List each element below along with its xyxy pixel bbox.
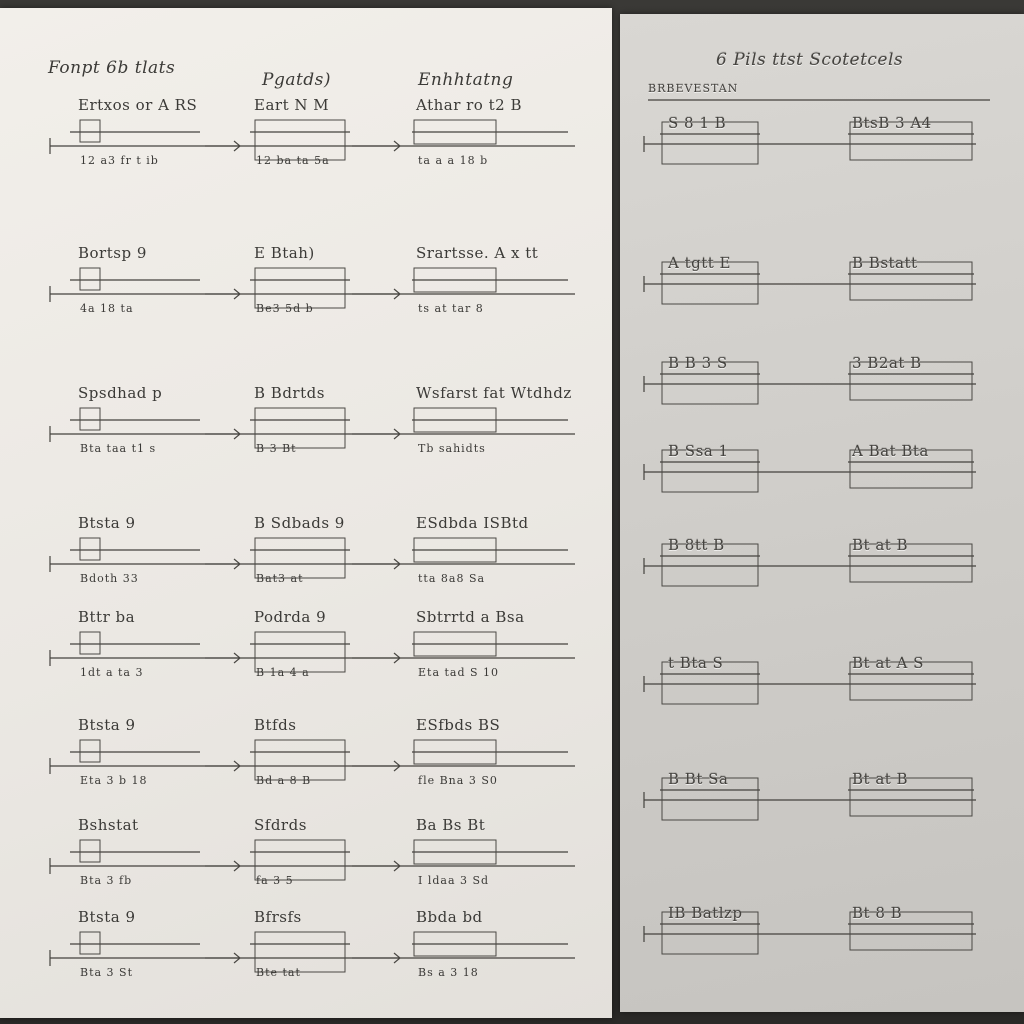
left-row-2-subline-3: ts at tar 8	[418, 302, 484, 315]
left-row-3-subline-3: Tb sahidts	[418, 442, 486, 455]
left-row-2-label-2: E Btah)	[254, 244, 315, 262]
left-row-4-subline-3: tta 8a8 Sa	[418, 572, 486, 585]
left-row-5-subline-1: 1dt a ta 3	[80, 666, 144, 679]
left-row-2-label-1: Bortsp 9	[78, 244, 147, 262]
left-row-4-subline-2: Bat3 at	[256, 572, 304, 585]
left-row-5-subline-3: Eta tad S 10	[418, 666, 500, 679]
left-row-3-label-1: Spsdhad p	[78, 384, 163, 402]
left-row-8-subline-3: Bs a 3 18	[418, 966, 479, 979]
right-row-8-left: IB Batlzp	[668, 904, 743, 922]
left-row-3-subline-2: B 3 Bt	[256, 442, 297, 455]
left-row-6-subline-3: fle Bna 3 S0	[418, 774, 498, 787]
left-row-8-subline-2: Bte tat	[256, 966, 301, 979]
left-row-3-label-3: Wsfarst fat Wtdhdz	[416, 384, 572, 402]
left-row-6-label-2: Btfds	[254, 716, 297, 734]
left-row-6-subline-2: Bd a 8 B	[256, 774, 312, 787]
left-row-4-subline-1: Bdoth 33	[80, 572, 139, 585]
right-row-6-right: Bt at A S	[852, 654, 924, 672]
left-row-1-subline-2: 12 ba ta 5a	[256, 154, 330, 167]
left-row-2-label-3: Srartsse. A x tt	[416, 244, 539, 262]
left-row-1-subline-3: ta a a 18 b	[418, 154, 489, 167]
left-row-4-label-2: B Sdbads 9	[254, 514, 345, 532]
left-row-8-label-2: Bfrsfs	[254, 908, 302, 926]
right-row-1-right: BtsB 3 A4	[852, 114, 932, 132]
left-row-6-subline-1: Eta 3 b 18	[80, 774, 148, 787]
left-sheet	[0, 8, 612, 1018]
left-header-1: Fonpt 6b tlats	[48, 58, 176, 78]
left-row-4-label-3: ESdbda ISBtd	[416, 514, 529, 532]
left-row-2-subline-2: Be3 5d b	[256, 302, 314, 315]
left-row-2-subline-1: 4a 18 ta	[80, 302, 134, 315]
left-row-7-subline-2: fa 3 5	[256, 874, 294, 887]
left-row-4-label-1: Btsta 9	[78, 514, 136, 532]
right-sheet-subtitle: BRBEVESTAN	[648, 82, 739, 95]
right-row-5-right: Bt at B	[852, 536, 909, 554]
left-row-8-subline-1: Bta 3 St	[80, 966, 134, 979]
right-row-5-left: B 8tt B	[668, 536, 725, 554]
left-row-6-label-3: ESfbds BS	[416, 716, 501, 734]
left-row-7-label-2: Sfdrds	[254, 816, 307, 834]
right-row-6-left: t Bta S	[668, 654, 724, 672]
left-row-1-subline-1: 12 a3 fr t ib	[80, 154, 159, 167]
left-header-2: Pgatds)	[262, 70, 332, 90]
right-row-4-right: A Bat Bta	[852, 442, 929, 460]
right-row-4-left: B Ssa 1	[668, 442, 729, 460]
left-row-8-label-3: Bbda bd	[416, 908, 483, 926]
right-row-7-left: B Bt Sa	[668, 770, 729, 788]
left-row-5-label-1: Bttr ba	[78, 608, 136, 626]
left-row-7-label-1: Bshstat	[78, 816, 139, 834]
left-row-5-label-2: Podrda 9	[254, 608, 327, 626]
right-row-2-left: A tgtt E	[668, 254, 732, 272]
left-row-1-label-2: Eart N M	[254, 96, 330, 114]
left-row-6-label-1: Btsta 9	[78, 716, 136, 734]
left-row-5-label-3: Sbtrrtd a Bsa	[416, 608, 525, 626]
left-row-7-label-3: Ba Bs Bt	[416, 816, 486, 834]
right-sheet	[620, 14, 1024, 1012]
left-row-1-label-1: Ertxos or A RS	[78, 96, 198, 114]
right-row-7-right: Bt at B	[852, 770, 909, 788]
left-row-3-label-2: B Bdrtds	[254, 384, 325, 402]
left-row-7-subline-1: Bta 3 fb	[80, 874, 133, 887]
right-row-8-right: Bt 8 B	[852, 904, 903, 922]
right-row-3-left: B B 3 S	[668, 354, 728, 372]
right-row-2-right: B Bstatt	[852, 254, 918, 272]
left-row-3-subline-1: Bta taa t1 s	[80, 442, 157, 455]
left-header-3: Enhhtatng	[418, 70, 514, 90]
left-row-1-label-3: Athar ro t2 B	[416, 96, 522, 114]
right-sheet-title: 6 Pils ttst Scotetcels	[716, 50, 904, 70]
left-row-7-subline-3: I ldaa 3 Sd	[418, 874, 490, 887]
left-row-8-label-1: Btsta 9	[78, 908, 136, 926]
right-sheet-ink	[620, 14, 1024, 1012]
left-row-5-subline-2: B 1a 4 a	[256, 666, 310, 679]
right-row-1-left: S 8 1 B	[668, 114, 727, 132]
right-row-3-right: 3 B2at B	[852, 354, 922, 372]
